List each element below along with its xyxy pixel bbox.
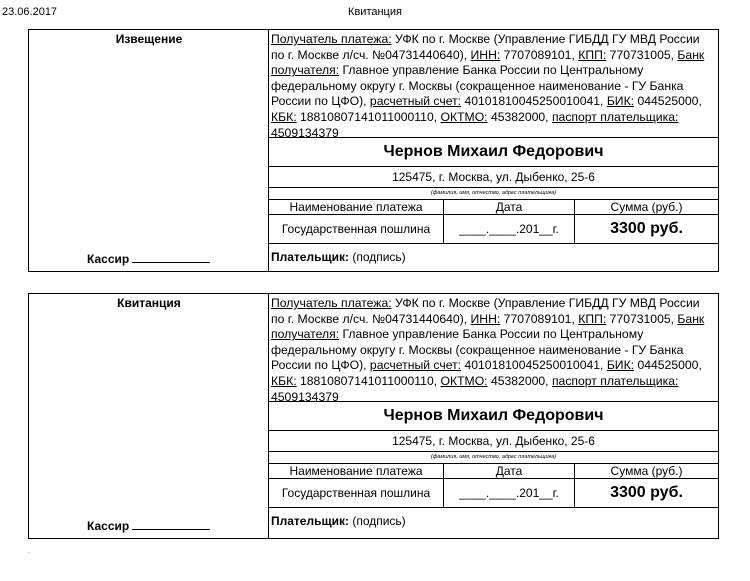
payer-signature <box>269 244 718 264</box>
inn-value: 7707089101, <box>500 311 579 326</box>
stub-title: Извещение <box>115 32 183 46</box>
stub-column <box>29 294 269 538</box>
recipient-details <box>269 294 718 404</box>
payment-table-row <box>269 479 718 508</box>
account-value: 40101810045250010041, <box>461 358 607 373</box>
payer-signature-text: (подпись) <box>348 250 406 264</box>
payer-address: 125475, г. Москва, ул. Дыбенко, 25-6 <box>269 167 718 188</box>
payment-name: Государственная пошлина <box>269 479 444 508</box>
payer-name: Чернов Михаил Федорович <box>269 137 718 167</box>
inn-label: ИНН: <box>470 47 501 62</box>
payment-details <box>269 30 718 271</box>
bik-label: БИК: <box>606 358 635 373</box>
stub-column <box>29 30 269 271</box>
kbk-value: 18810807141011000110, <box>296 109 441 124</box>
page-header <box>0 6 750 22</box>
payer-signature-text: (подпись) <box>348 514 406 528</box>
passport-value: 4509134379 <box>271 125 339 140</box>
recipient-details <box>269 30 718 140</box>
inn-label: ИНН: <box>470 311 501 326</box>
col-date: Дата <box>444 200 575 215</box>
payment-amount: 3300 руб. <box>575 479 719 508</box>
oktmo-label: ОКТМО: <box>440 109 488 124</box>
col-payment-name: Наименование платежа <box>269 464 444 479</box>
payer-hint: (фамилия, имя, отчество, адрес плательщика) <box>269 188 718 200</box>
passport-label: паспорт плательщика: <box>551 373 679 388</box>
kpp-label: КПП: <box>578 47 607 62</box>
kbk-label: КБК: <box>271 109 297 124</box>
payer-address: 125475, г. Москва, ул. Дыбенко, 25-6 <box>269 431 718 452</box>
col-date: Дата <box>444 464 575 479</box>
recipient-label: Получатель платежа: <box>271 296 392 310</box>
recipient-text: УФК по г. Москве (Управление ГИБДД ГУ МВД России по г. Москве л/сч. №04731440640), <box>271 32 700 62</box>
kpp-label: КПП: <box>578 311 607 326</box>
recipient-label: Получатель платежа: <box>271 32 392 46</box>
col-sum: Сумма (руб.) <box>575 464 719 479</box>
notice-form <box>28 29 719 272</box>
oktmo-label: ОКТМО: <box>440 373 488 388</box>
payer-hint: (фамилия, имя, отчество, адрес плательщика) <box>269 452 718 464</box>
payer-signature-label: Плательщик: <box>271 514 349 528</box>
account-label: расчетный счет: <box>369 94 462 109</box>
payment-table <box>269 464 718 508</box>
payment-date: ____.____.201__г. <box>444 479 575 508</box>
kpp-value: 770731005, <box>606 47 678 62</box>
cashier-label: Кассир <box>87 519 130 533</box>
cashier-signature-line <box>132 251 210 263</box>
bank-value: Главное управление Банка России по Центральному федеральному округу г. Москвы (сокращенное наименование - ГУ Банка России по ЦФО), <box>271 63 684 109</box>
print-date: 23.06.2017 <box>2 6 58 18</box>
payer-signature <box>269 508 718 528</box>
bank-value: Главное управление Банка России по Центральному федеральному округу г. Москвы (сокращенное наименование - ГУ Банка России по ЦФО), <box>271 327 684 373</box>
payer-name: Чернов Михаил Федорович <box>269 401 718 431</box>
payment-table <box>269 200 718 244</box>
cashier-label: Кассир <box>87 252 130 266</box>
kpp-value: 770731005, <box>606 311 678 326</box>
col-payment-name: Наименование платежа <box>269 200 444 215</box>
cashier-field <box>87 251 210 266</box>
payment-date: ____.____.201__г. <box>444 215 575 244</box>
oktmo-value: 45382000, <box>487 109 552 124</box>
oktmo-value: 45382000, <box>487 373 552 388</box>
passport-label: паспорт плательщика: <box>551 109 679 124</box>
payment-table-header <box>269 200 718 215</box>
payment-table-header <box>269 464 718 479</box>
bik-value: 044525000, <box>634 358 702 373</box>
payment-name: Государственная пошлина <box>269 215 444 244</box>
inn-value: 7707089101, <box>500 47 579 62</box>
bank-label: Банк получателя: <box>271 311 705 342</box>
account-value: 40101810045250010041, <box>461 94 607 109</box>
cashier-field <box>87 518 210 533</box>
payment-table-row <box>269 215 718 244</box>
passport-value: 4509134379 <box>271 389 339 404</box>
recipient-text: УФК по г. Москве (Управление ГИБДД ГУ МВД России по г. Москве л/сч. №04731440640), <box>271 296 700 326</box>
page-header-title: Квитанция <box>348 6 402 18</box>
bank-label: Банк получателя: <box>271 47 705 78</box>
cashier-signature-line <box>132 518 210 530</box>
col-sum: Сумма (руб.) <box>575 200 719 215</box>
kbk-value: 18810807141011000110, <box>296 373 441 388</box>
payment-amount: 3300 руб. <box>575 215 719 244</box>
account-label: расчетный счет: <box>369 358 462 373</box>
receipt-form <box>28 293 719 539</box>
footer-mark: . <box>28 549 30 555</box>
payer-signature-label: Плательщик: <box>271 250 349 264</box>
payment-details <box>269 294 718 538</box>
bik-label: БИК: <box>606 94 635 109</box>
bik-value: 044525000, <box>634 94 702 109</box>
kbk-label: КБК: <box>271 373 297 388</box>
stub-title: Квитанция <box>117 296 181 310</box>
